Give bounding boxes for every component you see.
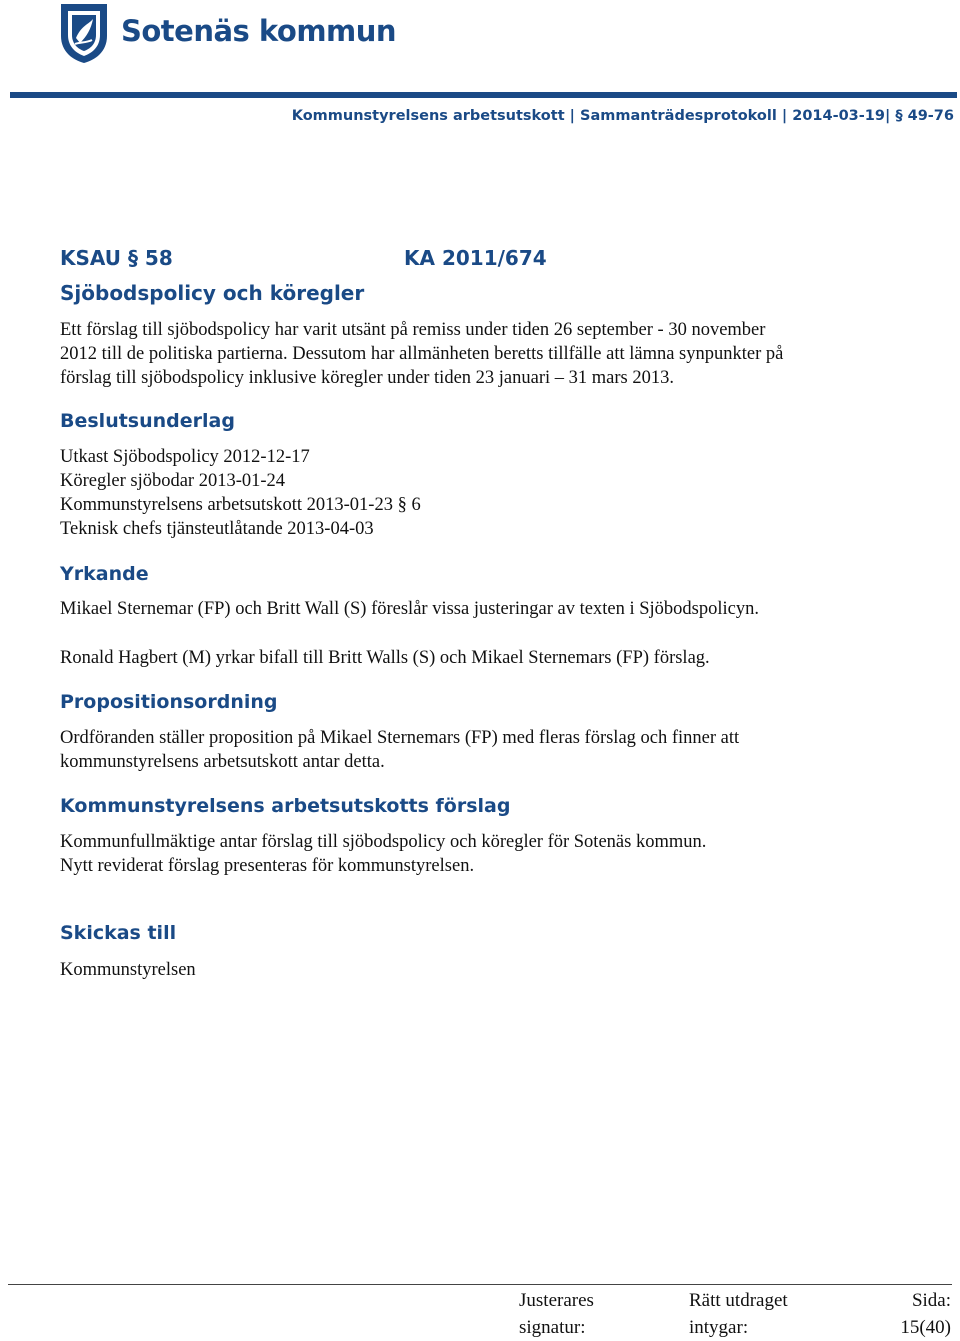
footer-justerares [519, 1287, 594, 1341]
heading-propositionsordning: Propositionsordning [60, 691, 278, 713]
diary-number: KA 2011/674 [404, 246, 547, 270]
footer-label: signatur: [519, 1317, 586, 1338]
text-line: kommunstyrelsens arbetsutskott antar detta. [60, 752, 385, 772]
text-line: Nytt reviderat förslag presenteras för kommunstyrelsen. [60, 856, 475, 876]
yrkande-paragraph-1: Mikael Sternemar (FP) och Britt Wall (S) föreslår vissa justeringar av texten i Sjöbodspolicyn. [60, 599, 759, 619]
heading-yrkande: Yrkande [60, 563, 149, 585]
document-header-line: Kommunstyrelsens arbetsutskott | Sammanträdesprotokoll | 2014-03-19| § 49-76 [291, 108, 954, 124]
case-title: Sjöbodspolicy och köregler [60, 281, 365, 305]
footer-label: Justerares [519, 1290, 594, 1311]
page-number: 15(40) [900, 1317, 951, 1338]
heading-skickas-till: Skickas till [60, 922, 177, 944]
footer-rule [8, 1284, 952, 1285]
text-line: Ordföranden ställer proposition på Mikael Sternemars (FP) med fleras förslag och finner att [60, 728, 740, 748]
list-item: Köregler sjöbodar 2013-01-24 [60, 471, 286, 491]
footer-label: Rätt utdraget [689, 1290, 788, 1311]
list-item: Teknisk chefs tjänsteutlåtande 2013-04-03 [60, 519, 374, 539]
footer-label: Sida: [911, 1290, 951, 1311]
heading-beslutsunderlag: Beslutsunderlag [60, 410, 235, 432]
intro-line: 2012 till de politiska partierna. Dessutom har allmänheten beretts tillfälle att lämna synpunkter på [60, 344, 784, 364]
forslag-paragraph [60, 830, 706, 878]
header-rule [10, 92, 957, 98]
beslutsunderlag-list [60, 445, 421, 541]
heading-arbetsutskotts-forslag: Kommunstyrelsens arbetsutskotts förslag [60, 795, 511, 817]
footer-label: intygar: [689, 1317, 749, 1338]
list-item: Utkast Sjöbodspolicy 2012-12-17 [60, 447, 310, 467]
text-line: Kommunfullmäktige antar förslag till sjöbodspolicy och köregler för Sotenäs kommun. [60, 832, 707, 852]
intro-line: Ett förslag till sjöbodspolicy har varit utsänt på remiss under tiden 26 september - 30 november [60, 320, 766, 340]
footer-ratt-utdraget [689, 1287, 788, 1341]
yrkande-paragraph-2: Ronald Hagbert (M) yrkar bifall till Britt Walls (S) och Mikael Sternemars (FP) förslag. [60, 648, 710, 668]
intro-line: förslag till sjöbodspolicy inklusive köregler under tiden 23 januari – 31 mars 2013. [60, 368, 674, 388]
footer-page [900, 1287, 951, 1341]
case-number: KSAU § 58 [60, 246, 173, 270]
logo [59, 4, 397, 62]
sotenas-shield-icon [59, 2, 109, 64]
propositionsordning-paragraph [60, 726, 739, 774]
list-item: Kommunstyrelsens arbetsutskott 2013-01-23 § 6 [60, 495, 421, 515]
intro-paragraph [60, 318, 783, 390]
recipient: Kommunstyrelsen [60, 960, 196, 980]
logo-name: Sotenäs kommun [121, 14, 397, 48]
